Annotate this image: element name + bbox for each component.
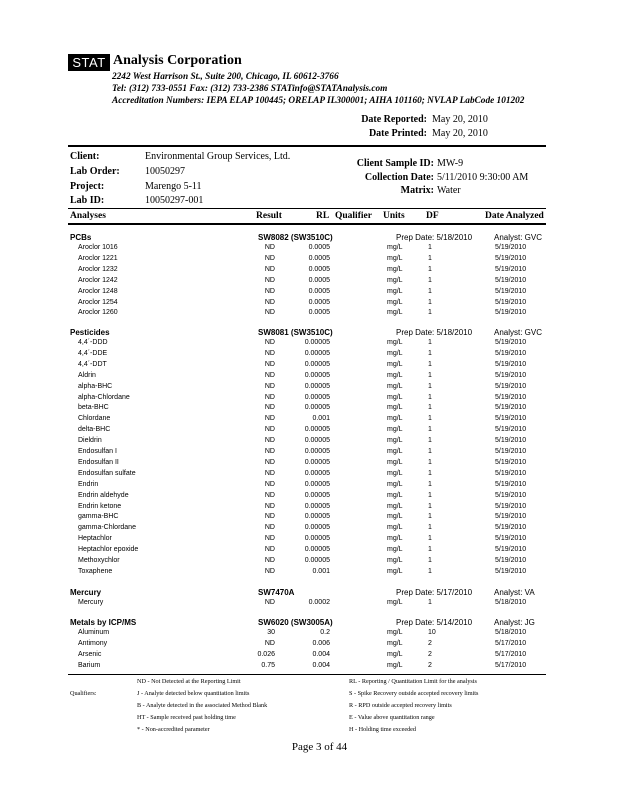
analyte-rl: 0.00005 (304, 524, 330, 532)
analyte-result: ND (264, 393, 275, 401)
analyte-name: Aluminum (78, 629, 110, 636)
analyte-name: 4,4´-DDT (78, 360, 107, 368)
analyte-units: mg/L (387, 535, 403, 543)
analyte-units: mg/L (387, 661, 403, 669)
analyte-name: Aroclor 1260 (78, 309, 118, 317)
date-printed-value: May 20, 2010 (432, 128, 488, 139)
analyte-rl: 0.0005 (308, 244, 330, 251)
collection-date-value: 5/11/2010 9:30:00 AM (437, 172, 529, 183)
analyte-date: 5/19/2010 (495, 404, 527, 412)
matrix-label: Matrix: (400, 185, 434, 196)
analyte-result: ND (264, 448, 275, 455)
qualifier-r: R - RPD outside accepted recovery limits (349, 702, 452, 709)
analyte-name: Endrin (78, 480, 99, 488)
analyte-name: gamma-BHC (78, 513, 119, 521)
analyte-name: Endrin aldehyde (78, 491, 129, 499)
analyte-date: 5/19/2010 (495, 513, 527, 521)
analyte-result: 30 (267, 629, 275, 636)
analyte-result: ND (264, 469, 275, 477)
analyte-result: ND (264, 276, 275, 284)
analyte-rl: 0.004 (312, 661, 330, 669)
analyte-units: mg/L (387, 437, 403, 445)
analyte-units: mg/L (387, 480, 403, 488)
section-analyst: Analyst: VA (494, 588, 535, 597)
analyte-units: mg/L (387, 244, 403, 251)
analyte-rl: 0.00005 (304, 349, 330, 357)
analyte-units: mg/L (387, 599, 403, 606)
analyte-date: 5/19/2010 (495, 567, 527, 575)
col-units: Units (383, 211, 405, 221)
analyte-rl: 0.00005 (304, 546, 330, 554)
analyte-name: Toxaphene (78, 567, 113, 575)
analyte-df: 1 (428, 415, 432, 423)
analyte-result: ND (264, 382, 275, 390)
analyte-name: Aroclor 1221 (78, 254, 118, 262)
analyte-result: ND (264, 535, 275, 543)
analyte-df: 1 (428, 254, 432, 262)
qualifier-ht: HT - Sample received past holding time (137, 714, 236, 721)
analyte-result: 0.026 (257, 650, 275, 658)
analyte-result: ND (264, 309, 275, 317)
analyte-df: 1 (428, 404, 432, 412)
analyte-df: 1 (428, 371, 432, 379)
analyte-result: ND (264, 298, 275, 306)
qualifier-s: S - Spike Recovery outside accepted recovery limits (349, 690, 479, 697)
analyte-rl: 0.00005 (304, 360, 330, 368)
analyte-df: 1 (428, 276, 432, 284)
analyte-result: ND (264, 371, 275, 379)
analyte-rl: 0.00005 (304, 513, 330, 521)
analyte-name: Dieldrin (78, 437, 102, 445)
analyte-rl: 0.0005 (308, 309, 330, 317)
analyte-name: alpha-BHC (78, 382, 113, 390)
analyte-units: mg/L (387, 254, 403, 262)
section-analyst: Analyst: GVC (494, 233, 543, 242)
qualifier-rl: RL - Reporting / Quantitation Limit for the analysis (349, 678, 477, 685)
analyte-result: ND (264, 502, 275, 510)
analyte-date: 5/19/2010 (495, 339, 527, 346)
analyte-name: 4,4´-DDE (78, 349, 108, 357)
analyte-date: 5/19/2010 (495, 557, 527, 564)
analyte-date: 5/19/2010 (495, 298, 527, 306)
analyte-result: 0.75 (261, 661, 275, 669)
analyte-units: mg/L (387, 371, 403, 379)
analyte-rl: 0.00005 (304, 437, 330, 445)
qualifier-nd: ND - Not Detected at the Reporting Limit (137, 678, 241, 685)
analyte-df: 2 (428, 661, 432, 669)
stat-logo: STAT (68, 54, 110, 71)
analyte-df: 1 (428, 546, 432, 554)
analyte-name: Aldrin (78, 371, 96, 379)
analyte-date: 5/19/2010 (495, 244, 527, 251)
analyte-df: 1 (428, 567, 432, 575)
section-method: SW8081 (SW3510C) (258, 328, 333, 337)
analyte-name: gamma-Chlordane (78, 524, 136, 532)
collection-date-label: Collection Date: (364, 172, 434, 183)
analyte-df: 1 (428, 524, 432, 532)
analyte-rl: 0.2 (320, 629, 330, 636)
analyte-units: mg/L (387, 298, 403, 306)
analyte-result: ND (264, 415, 275, 423)
analyte-units: mg/L (387, 557, 403, 564)
analyte-units: mg/L (387, 426, 403, 434)
analyte-units: mg/L (387, 309, 403, 317)
analyte-units: mg/L (387, 629, 403, 636)
analyte-date: 5/19/2010 (495, 469, 527, 477)
analyte-units: mg/L (387, 567, 403, 575)
analyte-df: 10 (428, 629, 436, 636)
analyte-name: Endrin ketone (78, 502, 122, 510)
section-prep-date: Prep Date: 5/18/2010 (396, 328, 473, 337)
analyte-date: 5/19/2010 (495, 437, 527, 445)
analyte-result: ND (264, 265, 275, 273)
lab-order-label: Lab Order: (70, 166, 120, 177)
analyte-result: ND (264, 491, 275, 499)
analyte-units: mg/L (387, 287, 403, 295)
analyte-result: ND (264, 360, 275, 368)
analyte-units: mg/L (387, 502, 403, 510)
analyte-name: Endosulfan II (78, 458, 119, 466)
analyte-df: 1 (428, 360, 432, 368)
section-method: SW7470A (258, 588, 295, 597)
analyte-name: Endosulfan I (78, 448, 117, 455)
lab-id-value: 10050297-001 (145, 195, 204, 206)
analyte-rl: 0.001 (312, 415, 330, 423)
analyte-rl: 0.00005 (304, 382, 330, 390)
analyte-units: mg/L (387, 404, 403, 412)
qualifiers-label: Qualifiers: (70, 690, 97, 697)
analyte-date: 5/19/2010 (495, 349, 527, 357)
analyte-name: Aroclor 1254 (78, 298, 118, 306)
analyte-df: 1 (428, 309, 432, 317)
analyte-rl: 0.0005 (308, 287, 330, 295)
analyte-df: 1 (428, 426, 432, 434)
analyte-rl: 0.0005 (308, 265, 330, 273)
analyte-name: Barium (78, 661, 101, 669)
analyte-name: Endosulfan sulfate (78, 469, 136, 477)
analyte-name: Aroclor 1248 (78, 287, 118, 295)
section-title: Mercury (70, 588, 102, 597)
col-date-analyzed: Date Analyzed (485, 211, 544, 221)
analyte-rl: 0.00005 (304, 502, 330, 510)
date-reported-label: Date Reported: (361, 114, 427, 125)
section-prep-date: Prep Date: 5/14/2010 (396, 618, 473, 627)
analyte-date: 5/19/2010 (495, 480, 527, 488)
page-number: Page 3 of 44 (291, 741, 348, 753)
section-title: PCBs (70, 233, 92, 242)
section-prep-date: Prep Date: 5/17/2010 (396, 588, 473, 597)
analyte-name: alpha-Chlordane (78, 393, 130, 401)
analyte-rl: 0.00005 (304, 535, 330, 543)
analyte-date: 5/19/2010 (495, 360, 527, 368)
analyte-df: 1 (428, 557, 432, 564)
analyte-df: 1 (428, 502, 432, 510)
section-prep-date: Prep Date: 5/18/2010 (396, 233, 473, 242)
section-method: SW6020 (SW3005A) (258, 618, 333, 627)
analyte-rl: 0.0005 (308, 298, 330, 306)
analyte-rl: 0.00005 (304, 339, 330, 346)
analyte-date: 5/19/2010 (495, 254, 527, 262)
analyte-date: 5/19/2010 (495, 276, 527, 284)
analyte-rl: 0.00005 (304, 393, 330, 401)
analyte-result: ND (264, 244, 275, 251)
matrix-value: Water (437, 185, 461, 196)
analyte-df: 1 (428, 349, 432, 357)
analyte-units: mg/L (387, 448, 403, 455)
client-label: Client: (70, 151, 100, 162)
analyte-units: mg/L (387, 265, 403, 273)
analyte-df: 1 (428, 244, 432, 251)
analyte-name: delta-BHC (78, 426, 111, 434)
analyte-result: ND (264, 287, 275, 295)
company-contact: Tel: (312) 733-0551 Fax: (312) 733-2386 STATinfo@STATAnalysis.com (112, 84, 388, 94)
analyte-units: mg/L (387, 639, 403, 647)
project-value: Marengo 5-11 (145, 181, 202, 192)
qualifier-e: E - Value above quantitation range (349, 714, 435, 721)
lab-order-value: 10050297 (145, 166, 185, 177)
analyte-units: mg/L (387, 513, 403, 521)
analyte-date: 5/19/2010 (495, 524, 527, 532)
analyte-rl: 0.00005 (304, 480, 330, 488)
analyte-rl: 0.00005 (304, 491, 330, 499)
qualifier-j: J - Analyte detected below quantitation limits (137, 690, 250, 697)
column-header-divider (68, 223, 546, 225)
analyte-name: Heptachlor (78, 535, 112, 543)
analyte-name: Mercury (78, 599, 104, 606)
section-title: Metals by ICP/MS (70, 618, 137, 627)
analyte-df: 1 (428, 513, 432, 521)
qualifier-b: B - Analyte detected in the associated Method Blank (137, 702, 268, 709)
analyte-date: 5/17/2010 (495, 661, 527, 669)
analyte-df: 2 (428, 639, 432, 647)
analyte-date: 5/19/2010 (495, 502, 527, 510)
analyte-name: Arsenic (78, 650, 102, 658)
analyte-rl: 0.0005 (308, 254, 330, 262)
analyte-date: 5/18/2010 (495, 629, 527, 636)
col-result: Result (256, 211, 282, 221)
info-divider (68, 208, 546, 209)
analyte-units: mg/L (387, 650, 403, 658)
analyte-df: 1 (428, 382, 432, 390)
analyte-date: 5/19/2010 (495, 382, 527, 390)
analyte-rl: 0.00005 (304, 469, 330, 477)
analyte-rl: 0.004 (312, 650, 330, 658)
analyte-name: Methoxychlor (78, 557, 120, 564)
analyte-date: 5/18/2010 (495, 599, 527, 606)
footer-divider (68, 674, 546, 675)
analyte-result: ND (264, 458, 275, 466)
analyte-df: 1 (428, 458, 432, 466)
analyte-result: ND (264, 339, 275, 346)
analyte-date: 5/19/2010 (495, 448, 527, 455)
analyte-result: ND (264, 349, 275, 357)
analyte-units: mg/L (387, 491, 403, 499)
analyte-result: ND (264, 639, 275, 647)
analyte-result: ND (264, 557, 275, 564)
analyte-units: mg/L (387, 393, 403, 401)
analyte-result: ND (264, 426, 275, 434)
section-analyst: Analyst: GVC (494, 328, 543, 337)
analyte-name: Heptachlor epoxide (78, 546, 139, 554)
analyte-date: 5/19/2010 (495, 535, 527, 543)
analyte-df: 1 (428, 298, 432, 306)
analyte-df: 1 (428, 393, 432, 401)
analyte-date: 5/19/2010 (495, 309, 527, 317)
analyte-df: 1 (428, 469, 432, 477)
analyte-name: beta-BHC (78, 404, 109, 412)
analyte-result: ND (264, 599, 275, 606)
analyte-rl: 0.00005 (304, 404, 330, 412)
analyte-rl: 0.00005 (304, 557, 330, 564)
analyte-rl: 0.00005 (304, 448, 330, 455)
analyte-date: 5/19/2010 (495, 287, 527, 295)
analyte-df: 1 (428, 491, 432, 499)
header-divider (68, 145, 546, 147)
analyte-result: ND (264, 546, 275, 554)
company-address: 2242 West Harrison St., Suite 200, Chicago, IL 60612-3766 (112, 72, 339, 82)
analyte-date: 5/19/2010 (495, 393, 527, 401)
analyte-rl: 0.00005 (304, 371, 330, 379)
analyte-result: ND (264, 404, 275, 412)
lab-id-label: Lab ID: (70, 195, 105, 206)
analyte-units: mg/L (387, 349, 403, 357)
analyte-df: 1 (428, 535, 432, 543)
analyte-units: mg/L (387, 339, 403, 346)
col-analyses: Analyses (70, 211, 106, 221)
analyte-df: 1 (428, 480, 432, 488)
analyte-df: 1 (428, 287, 432, 295)
analyte-date: 5/19/2010 (495, 458, 527, 466)
analyte-date: 5/19/2010 (495, 426, 527, 434)
analyte-df: 1 (428, 599, 432, 606)
analyte-rl: 0.0002 (308, 599, 330, 606)
section-analyst: Analyst: JG (494, 618, 535, 627)
analyte-date: 5/19/2010 (495, 546, 527, 554)
analyte-name: Antimony (78, 639, 108, 647)
analyte-df: 1 (428, 339, 432, 346)
analyte-name: Aroclor 1232 (78, 265, 118, 273)
analyte-rl: 0.001 (312, 567, 330, 575)
analyte-units: mg/L (387, 524, 403, 532)
analyte-name: Aroclor 1242 (78, 276, 118, 284)
client-sample-id-value: MW-9 (437, 158, 464, 169)
analyte-name: Aroclor 1016 (78, 244, 118, 251)
analyte-df: 1 (428, 265, 432, 273)
section-title: Pesticides (70, 328, 110, 337)
analyte-rl: 0.006 (312, 639, 330, 647)
analyte-df: 1 (428, 448, 432, 455)
analyte-rl: 0.00005 (304, 458, 330, 466)
col-df: DF (426, 211, 439, 221)
accreditation-numbers: Accreditation Numbers: IEPA ELAP 100445; ORELAP IL300001; AIHA 101160; NVLAP LabCode 101202 (112, 96, 525, 106)
analyte-result: ND (264, 567, 275, 575)
analyte-date: 5/17/2010 (495, 639, 527, 647)
col-qualifier: Qualifier (335, 211, 372, 221)
analyte-name: 4,4´-DDD (78, 339, 108, 346)
date-reported-value: May 20, 2010 (432, 114, 488, 125)
analyte-date: 5/19/2010 (495, 491, 527, 499)
date-printed-label: Date Printed: (368, 128, 427, 139)
analyte-units: mg/L (387, 382, 403, 390)
client-sample-id-label: Client Sample ID: (356, 158, 434, 169)
analyte-result: ND (264, 480, 275, 488)
qualifier-asterisk: * - Non-accredited parameter (137, 726, 210, 733)
analyte-units: mg/L (387, 276, 403, 284)
col-rl: RL (316, 211, 330, 221)
analyte-result: ND (264, 254, 275, 262)
analyte-units: mg/L (387, 458, 403, 466)
analyte-date: 5/19/2010 (495, 415, 527, 423)
analyte-name: Chlordane (78, 415, 111, 423)
analyte-date: 5/19/2010 (495, 265, 527, 273)
analyte-df: 2 (428, 650, 432, 658)
company-name: Analysis Corporation (113, 53, 242, 68)
project-label: Project: (70, 181, 105, 192)
analyte-date: 5/17/2010 (495, 650, 527, 658)
analyte-rl: 0.00005 (304, 426, 330, 434)
client-value: Environmental Group Services, Ltd. (145, 151, 291, 162)
analyte-df: 1 (428, 437, 432, 445)
qualifier-h: H - Holding time exceeded (349, 726, 417, 733)
analyte-rl: 0.0005 (308, 276, 330, 284)
analyte-result: ND (264, 437, 275, 445)
analyte-result: ND (264, 524, 275, 532)
analyte-units: mg/L (387, 546, 403, 554)
analyte-date: 5/19/2010 (495, 371, 527, 379)
analyte-units: mg/L (387, 360, 403, 368)
analyte-units: mg/L (387, 469, 403, 477)
analyte-result: ND (264, 513, 275, 521)
analyte-units: mg/L (387, 415, 403, 423)
section-method: SW8082 (SW3510C) (258, 233, 333, 242)
